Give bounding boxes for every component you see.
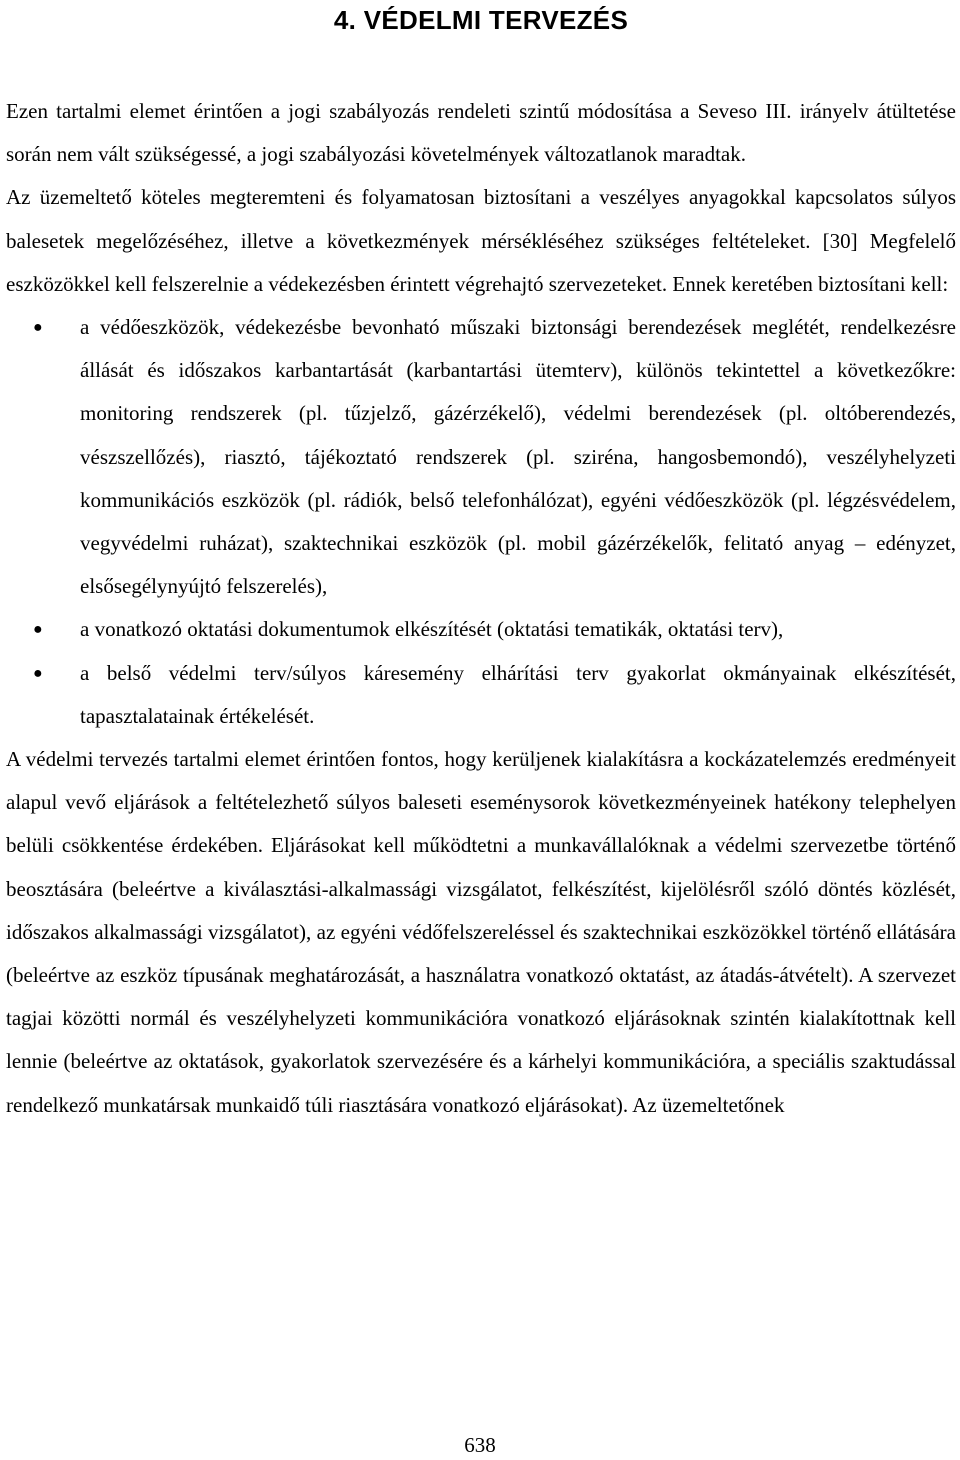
paragraph-seveso-note: Ezen tartalmi elemet érintően a jogi szabályozás rendeleti szintű módosítása a Seveso III. irányelv átültetése során nem vált szükségessé, a jogi szabályozási követelmények változatlanok maradtak. <box>6 99 956 167</box>
list-item-text: a védőeszközök, védekezésbe bevonható műszaki biztonsági berendezések meglétét, rendelkezésre állását és időszakos karbantartását (karbantartási ütemterv), különös tekintettel a következőkre: monitoring rendszerek (pl. tűzjelző, gázérzékelő), védelmi berendezések (pl. oltóberendezés, vészszellőzés), riasztó, tájékoztató rendszerek (pl. sziréna, hangosbemondó), veszélyhelyzeti kommunikációs eszközök (pl. rádiók, belső telefonhálózat), egyéni védőeszközök (pl. légzésvédelem, vegyvédelmi ruházat), szaktechnikai eszközök (pl. mobil gázérzékelők, felitató anyag – edényzet, elsősegélynyújtó felszerelés), <box>80 315 956 599</box>
bullet-icon: ● <box>33 319 43 337</box>
document-page <box>6 0 956 1127</box>
paragraph-operator-duties: Az üzemeltető köteles megteremteni és folyamatosan biztosítani a veszélyes anyagokkal kapcsolatos súlyos balesetek megelőzéséhez, illetve a következmények mérsékléséhez szükséges feltételeket. [30] Megfelelő eszközökkel kell felszerelnie a védekezésben érintett végrehajtó szervezeteket. Ennek keretében biztosítani kell: <box>6 185 956 296</box>
list-item-text: a belső védelmi terv/súlyos káresemény elhárítási terv gyakorlat okmányainak elkészítését, tapasztalatainak értékelését. <box>80 660 956 728</box>
bullet-icon: ● <box>33 621 43 639</box>
section-title: 4. VÉDELMI TERVEZÉS <box>333 5 629 35</box>
list-item <box>6 306 956 608</box>
list-item-text: a vonatkozó oktatási dokumentumok elkészítését (oktatási tematikák, oktatási terv), <box>80 617 784 642</box>
list-item <box>6 608 956 651</box>
paragraph-procedures: A védelmi tervezés tartalmi elemet érintően fontos, hogy kerüljenek kialakításra a kockázatelemzés eredményeit alapul vevő eljárások a feltételezhető súlyos baleseti eseménysorok következményeinek hatékony telephelyen belüli csökkentése érdekében. Eljárásokat kell működtetni a munkavállalóknak a védelmi szervezetbe történő beosztására (beleértve a kiválasztási-alkalmassági vizsgálatot, felkészítést, kijelölésről szóló döntés közlését, időszakos alkalmassági vizsgálatot), az egyéni védőfelszereléssel és szaktechnikai eszközökkel történő ellátására (beleértve az eszköz típusának meghatározását, a használatra vonatkozó oktatást, az átadás-átvételt). A szervezet tagjai közötti normál és veszélyhelyzeti kommunikációra vonatkozó eljárásoknak szintén kialakítottnak kell lennie (beleértve az oktatások, gyakorlatok szervezésére és a kárhelyi kommunikációra, a speciális szaktudással rendelkező munkatársak munkaidő túli riasztására vonatkozó eljárásokat). Az üzemeltetőnek <box>6 747 956 1117</box>
bullet-icon: ● <box>33 664 43 682</box>
requirements-list <box>6 306 956 738</box>
page-number: 638 <box>464 1433 496 1457</box>
list-item <box>6 652 956 738</box>
